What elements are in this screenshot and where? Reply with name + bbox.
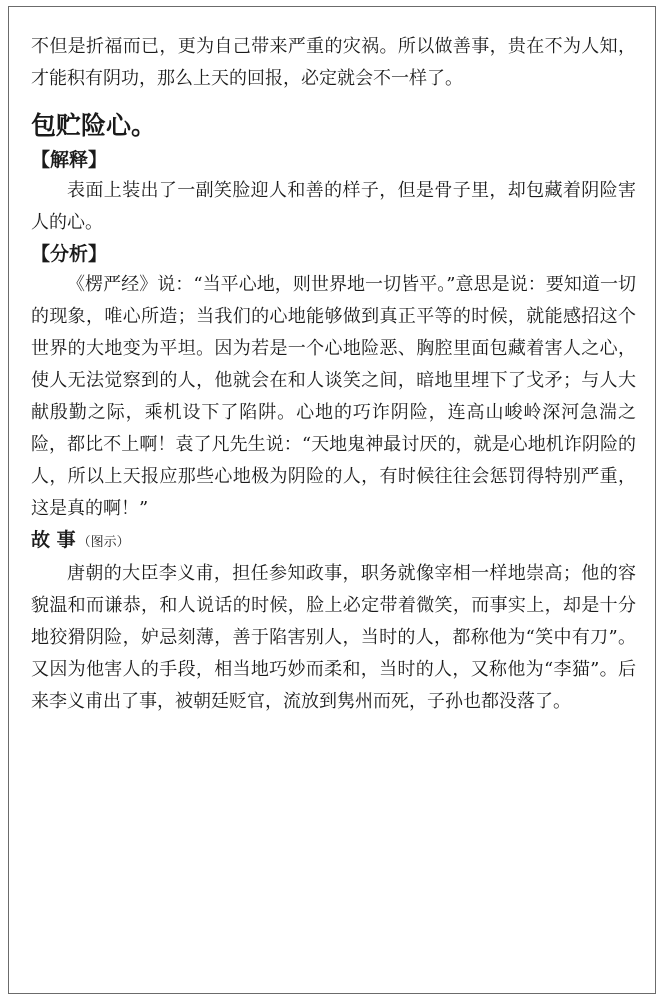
analysis-paragraph: 《楞严经》说：“当平心地，则世界地一切皆平。”意思是说：要知道一切的现象，唯心所造；当我们的心地能够做到真正平等的时候，就能感招这个世界的大地变为平坦。因为若是一个心地险恶、胸腔里面包藏着害人之心，使人无法觉察到的人，他就会在和人谈笑之间，暗地里埋下了戈矛；与人大献殷勤之际，乘机设下了陷阱。心地的巧诈阴险，连高山峻岭深河急湍之险，都比不上啊！袁了凡先生说：“天地鬼神最讨厌的，就是心地机诈阴险的人，所以上天报应那些心地极为阴险的人，有时候往往会惩罚得特别严重，这是真的啊！” bbox=[31, 274, 636, 519]
story-label-note: （图示） bbox=[77, 535, 130, 550]
explanation-paragraph: 表面上装出了一副笑脸迎人和善的样子，但是骨子里，却包藏着阴险害人的心。 bbox=[31, 180, 636, 233]
page-content bbox=[31, 31, 636, 718]
analysis-label: 【分析】 bbox=[31, 243, 108, 265]
intro-paragraph: 不但是折福而已，更为自己带来严重的灾祸。所以做善事，贵在不为人知，才能积有阴功，那么上天的回报，必定就会不一样了。 bbox=[31, 36, 636, 89]
book-page bbox=[8, 6, 656, 994]
section-title: 包贮险心。 bbox=[31, 111, 157, 140]
story-paragraph: 唐朝的大臣李义甫，担任参知政事，职务就像宰相一样地崇高；他的容貌温和而谦恭，和人说话的时候，脸上必定带着微笑，而事实上，却是十分地狡猾阴险，妒忌刻薄，善于陷害别人，当时的人，都称他为“笑中有刀”。又因为他害人的手段，相当地巧妙而柔和，当时的人，又称他为“李猫”。后来李义甫出了事，被朝廷贬官，流放到隽州而死，子孙也都没落了。 bbox=[31, 563, 636, 712]
explanation-label: 【解释】 bbox=[31, 149, 108, 171]
story-label-text: 故 事 bbox=[31, 529, 76, 551]
story-label bbox=[31, 525, 636, 558]
